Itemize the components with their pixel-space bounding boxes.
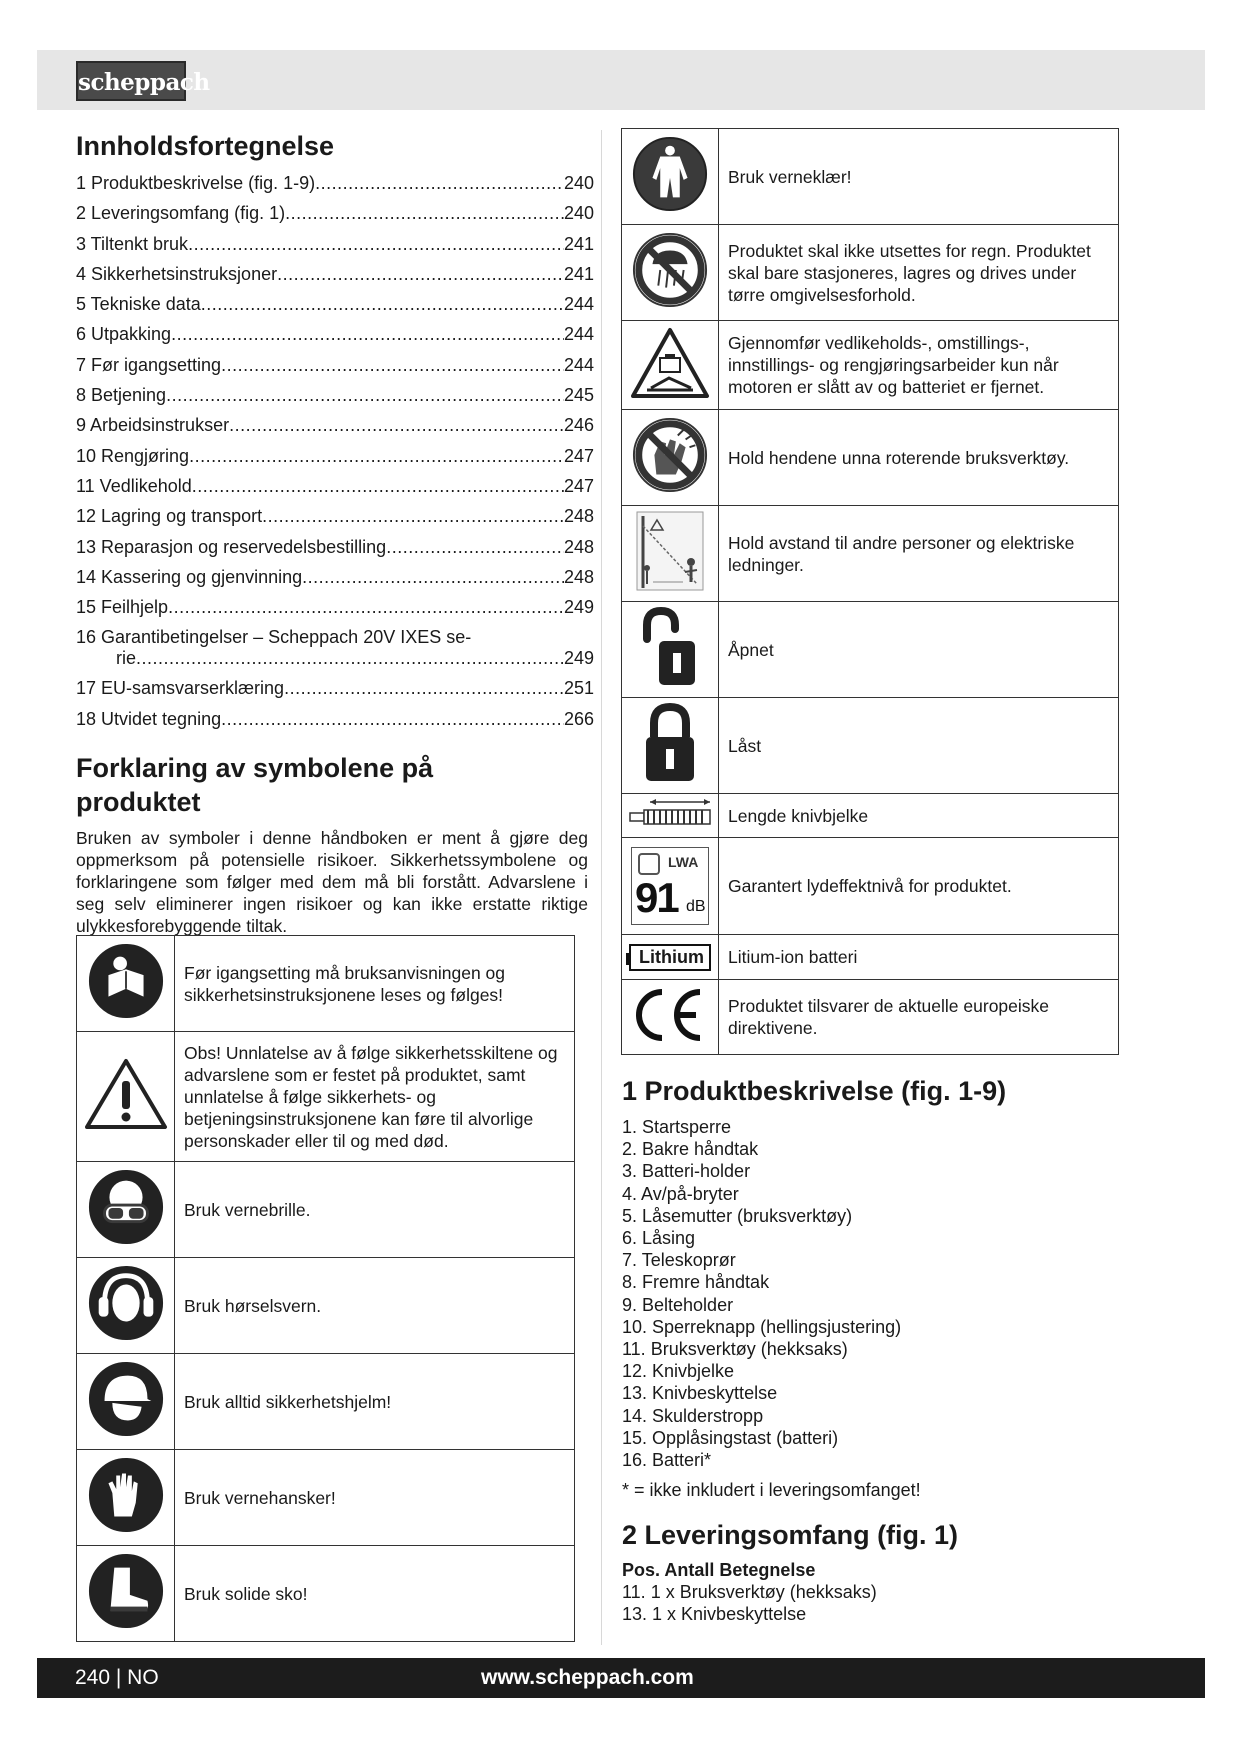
parts-list-item: 14. Skulderstropp bbox=[622, 1405, 764, 1426]
toc-item-title: 9 Arbeidsinstrukser bbox=[76, 415, 230, 436]
left-column bbox=[76, 128, 594, 937]
delivery-list-item: 11. 1 x Bruksverktøy (hekksaks) bbox=[622, 1582, 877, 1603]
toc-item-page: 245 bbox=[563, 385, 594, 406]
symbol-description: Produktet skal ikke utsettes for regn. Produktet skal bare stasjoneres, lagres og drives under tørre omgivelsesforhold. bbox=[719, 225, 1119, 321]
website-link[interactable]: www.scheppach.com bbox=[481, 1666, 694, 1689]
warning-triangle-icon bbox=[77, 1032, 175, 1162]
toc-item-page: 244 bbox=[563, 354, 594, 375]
toc-item-page: 241 bbox=[563, 233, 594, 254]
symbol-row bbox=[622, 129, 1119, 225]
toc-item-page: 240 bbox=[563, 173, 594, 193]
symbol-description: Hold avstand til andre personer og elektriske ledninger. bbox=[719, 506, 1119, 602]
toc-item[interactable] bbox=[76, 501, 594, 531]
symbol-row bbox=[622, 698, 1119, 794]
toc-item[interactable] bbox=[76, 319, 594, 349]
parts-list-item: 15. Opplåsingstast (batteri) bbox=[622, 1427, 839, 1448]
parts-list-item: 11. Bruksverktøy (hekksaks) bbox=[622, 1339, 848, 1360]
symbol-row bbox=[622, 506, 1119, 602]
symbol-row bbox=[77, 1162, 575, 1258]
symbol-row bbox=[622, 794, 1119, 838]
remove-battery-warning-icon bbox=[622, 321, 719, 410]
toc-item[interactable] bbox=[76, 441, 594, 471]
toc-leader bbox=[277, 259, 564, 289]
toc-item-title: 7 Før igangsetting bbox=[76, 354, 222, 375]
symbol-row bbox=[77, 1450, 575, 1546]
toc-leader bbox=[136, 648, 564, 669]
parts-list-item: 6. Låsing bbox=[622, 1228, 696, 1249]
toc-item[interactable] bbox=[76, 622, 594, 673]
toc-item-title-cont: rie bbox=[116, 648, 137, 669]
toc-leader bbox=[221, 350, 564, 380]
distance-power-lines-icon bbox=[622, 506, 719, 602]
protective-clothing-icon bbox=[622, 129, 719, 225]
symbols-intro: Bruken av symboler i denne håndboken er ment å gjøre deg oppmerksom på potensielle risikoer. Sikkerhetssymbolene og forklaringene som følger med dem må bli forstått. Advarslene i seg selv eliminerer ingen risikoer og kan ikke erstatte riktige ulykkesforebyggende tiltak. bbox=[76, 828, 588, 937]
symbol-description: Obs! Unnlatelse av å følge sikkerhetsskiltene og advarslene som er festet på produktet, samt unnlatelse å følge sikkerhets- og betjeningsinstruksjonene kan føre til alvorlige personskader eller til og med død. bbox=[175, 1032, 575, 1162]
toc-leader bbox=[171, 319, 564, 349]
parts-list-item: 7. Teleskoprør bbox=[622, 1250, 736, 1271]
toc-item-title: 18 Utvidet tegning bbox=[76, 708, 222, 729]
toc-item-page: 248 bbox=[563, 566, 594, 587]
blade-length-icon bbox=[622, 794, 719, 838]
toc-item-page: 244 bbox=[563, 324, 594, 345]
toc-item-title: 1 Produktbeskrivelse (fig. 1-9) bbox=[76, 173, 316, 193]
toc-item[interactable] bbox=[76, 259, 594, 289]
symbol-description: Bruk verneklær! bbox=[719, 129, 1119, 225]
product-note: * = ikke inkludert i leveringsomfanget! bbox=[622, 1480, 921, 1501]
no-rain-icon bbox=[622, 225, 719, 321]
parts-list-item: 1. Startsperre bbox=[622, 1117, 732, 1137]
symbol-description: Bruk alltid sikkerhetshjelm! bbox=[175, 1354, 575, 1450]
toc-item-page: 240 bbox=[563, 203, 594, 224]
parts-list-item: 4. Av/på-bryter bbox=[622, 1183, 739, 1204]
toc-item-page: 247 bbox=[563, 445, 594, 466]
symbol-table-left bbox=[76, 935, 575, 1642]
toc-item-title: 5 Tekniske data bbox=[76, 294, 201, 315]
toc-title: Innholdsfortegnelse bbox=[76, 131, 335, 161]
toc-leader bbox=[315, 168, 564, 198]
safety-goggles-icon bbox=[77, 1162, 175, 1258]
parts-list-item: 12. Knivbjelke bbox=[622, 1361, 735, 1382]
toc-item-title: 11 Vedlikehold bbox=[76, 475, 192, 496]
toc-item-title: 13 Reparasjon og reservedelsbestilling bbox=[76, 536, 387, 557]
toc-item-page: 248 bbox=[563, 506, 594, 527]
scheppach-logo: scheppach bbox=[76, 61, 186, 101]
symbol-row bbox=[622, 225, 1119, 321]
locked-icon bbox=[622, 698, 719, 794]
toc-leader bbox=[262, 501, 564, 531]
toc-item[interactable] bbox=[76, 562, 594, 592]
toc-item-title: 15 Feilhjelp bbox=[76, 597, 169, 618]
parts-list-item: 9. Belteholder bbox=[622, 1294, 734, 1315]
ear-protection-icon bbox=[77, 1258, 175, 1354]
symbol-description: Gjennomfør vedlikeholds-, omstillings-, innstillings- og rengjøringsarbeider kun når motoren er slått av og batteriet er fjernet. bbox=[719, 321, 1119, 410]
page-number: 240 | NO bbox=[75, 1666, 159, 1689]
toc-leader bbox=[302, 562, 564, 592]
symbol-description: Bruk solide sko! bbox=[175, 1546, 575, 1642]
table-of-contents bbox=[76, 168, 594, 734]
parts-list-item: 16. Batteri* bbox=[622, 1450, 712, 1471]
toc-item-title: 6 Utpakking bbox=[76, 324, 172, 345]
toc-leader bbox=[188, 229, 564, 259]
toc-item-page: 247 bbox=[563, 475, 594, 496]
sound-unit: dB bbox=[686, 898, 706, 915]
ce-mark-icon bbox=[622, 980, 719, 1055]
toc-item-title: 16 Garantibetingelser – Scheppach 20V IXES se- bbox=[76, 627, 472, 648]
symbol-description: Produktet tilsvarer de aktuelle europeiske direktivene. bbox=[719, 980, 1119, 1055]
toc-item-page: 241 bbox=[563, 263, 594, 284]
toc-item[interactable] bbox=[76, 198, 594, 228]
delivery-list-item: 13. 1 x Knivbeskyttelse bbox=[622, 1604, 807, 1625]
toc-leader bbox=[229, 410, 564, 440]
toc-leader bbox=[285, 198, 564, 228]
symbol-description: Åpnet bbox=[719, 602, 1119, 698]
toc-item[interactable] bbox=[76, 410, 594, 440]
sound-label: LWA bbox=[668, 854, 699, 870]
toc-item-title: 4 Sikkerhetsinstruksjoner bbox=[76, 263, 278, 284]
toc-item-page: 266 bbox=[563, 708, 594, 729]
symbol-description: Lengde knivbjelke bbox=[719, 794, 1119, 838]
product-title: 1 Produktbeskrivelse (fig. 1-9) bbox=[622, 1076, 1007, 1106]
unlocked-icon bbox=[622, 602, 719, 698]
symbol-description: Hold hendene unna roterende bruksverktøy. bbox=[719, 410, 1119, 506]
toc-leader bbox=[386, 532, 564, 562]
parts-list bbox=[622, 1116, 1122, 1471]
parts-list-item: 8. Fremre håndtak bbox=[622, 1272, 770, 1293]
toc-item-page: 246 bbox=[563, 415, 594, 436]
gloves-icon bbox=[77, 1450, 175, 1546]
toc-item-title: 8 Betjening bbox=[76, 385, 167, 406]
toc-item-title: 14 Kassering og gjenvinning bbox=[76, 566, 303, 587]
symbol-row bbox=[77, 1258, 575, 1354]
symbol-description: Bruk vernebrille. bbox=[175, 1162, 575, 1258]
delivery-list bbox=[622, 1581, 1122, 1625]
toc-item-page: 248 bbox=[563, 536, 594, 557]
sound-value: 91 bbox=[635, 874, 678, 921]
toc-item-page: 251 bbox=[563, 678, 594, 699]
helmet-icon bbox=[77, 1354, 175, 1450]
symbol-description: Bruk vernehansker! bbox=[175, 1450, 575, 1546]
symbol-row bbox=[77, 1354, 575, 1450]
symbol-row bbox=[622, 935, 1119, 980]
symbol-description: Garantert lydeffektnivå for produktet. bbox=[719, 838, 1119, 935]
symbol-table-right bbox=[621, 128, 1119, 1055]
symbol-row bbox=[622, 980, 1119, 1055]
toc-item[interactable] bbox=[76, 168, 594, 198]
safety-boots-icon bbox=[77, 1546, 175, 1642]
page-header bbox=[37, 50, 1205, 110]
toc-item-title: 12 Lagring og transport bbox=[76, 506, 263, 527]
toc-leader bbox=[221, 704, 564, 734]
toc-leader bbox=[284, 673, 564, 703]
toc-item[interactable] bbox=[76, 471, 594, 501]
toc-leader bbox=[166, 380, 564, 410]
product-description bbox=[622, 1075, 1122, 1626]
symbol-row bbox=[622, 321, 1119, 410]
symbol-description: Før igangsetting må bruksanvisningen og sikkerhetsinstruksjonene leses og følges! bbox=[175, 936, 575, 1032]
symbol-row bbox=[77, 1546, 575, 1642]
toc-item-title: 2 Leveringsomfang (fig. 1) bbox=[76, 203, 286, 224]
symbol-description: Bruk hørselsvern. bbox=[175, 1258, 575, 1354]
toc-item[interactable] bbox=[76, 532, 594, 562]
parts-list-item: 2. Bakre håndtak bbox=[622, 1139, 759, 1160]
symbol-row bbox=[77, 1032, 575, 1162]
symbol-description: Låst bbox=[719, 698, 1119, 794]
delivery-title: 2 Leveringsomfang (fig. 1) bbox=[622, 1520, 959, 1551]
toc-item[interactable] bbox=[76, 289, 594, 319]
sound-power-icon bbox=[622, 838, 719, 935]
toc-item-title: 17 EU-samsvarserklæring bbox=[76, 678, 285, 699]
symbol-row bbox=[622, 602, 1119, 698]
toc-item-page: 244 bbox=[563, 294, 594, 315]
toc-leader bbox=[192, 471, 564, 501]
toc-item[interactable] bbox=[76, 592, 594, 622]
toc-item-page: 249 bbox=[563, 648, 594, 669]
symbol-row bbox=[622, 410, 1119, 506]
toc-item-page: 249 bbox=[563, 597, 594, 618]
symbol-row bbox=[77, 936, 575, 1032]
parts-list-item: 10. Sperreknapp (hellingsjustering) bbox=[622, 1316, 902, 1337]
toc-item[interactable] bbox=[76, 350, 594, 380]
toc-item[interactable] bbox=[76, 380, 594, 410]
toc-item-title: 10 Rengjøring bbox=[76, 445, 190, 466]
parts-list-item: 3. Batteri-holder bbox=[622, 1161, 751, 1182]
symbol-row bbox=[622, 838, 1119, 935]
toc-leader bbox=[168, 592, 564, 622]
parts-list-item: 5. Låsemutter (bruksverktøy) bbox=[622, 1205, 853, 1226]
parts-list-item: 13. Knivbeskyttelse bbox=[622, 1383, 778, 1404]
read-manual-icon bbox=[77, 936, 175, 1032]
symbol-description: Litium-ion batteri bbox=[719, 935, 1119, 980]
toc-item[interactable] bbox=[76, 704, 594, 734]
toc-leader bbox=[201, 289, 564, 319]
toc-item[interactable] bbox=[76, 673, 594, 703]
symbols-title: Forklaring av symbolene på produktet bbox=[76, 753, 434, 818]
lithium-icon: Lithium bbox=[622, 935, 719, 980]
column-divider bbox=[601, 130, 602, 1645]
no-hands-icon bbox=[622, 410, 719, 506]
delivery-header: Pos. Antall Betegnelse bbox=[622, 1560, 816, 1581]
toc-item-title: 3 Tiltenkt bruk bbox=[76, 233, 189, 254]
toc-item[interactable] bbox=[76, 229, 594, 259]
toc-leader bbox=[189, 441, 564, 471]
page-footer bbox=[37, 1658, 1205, 1698]
